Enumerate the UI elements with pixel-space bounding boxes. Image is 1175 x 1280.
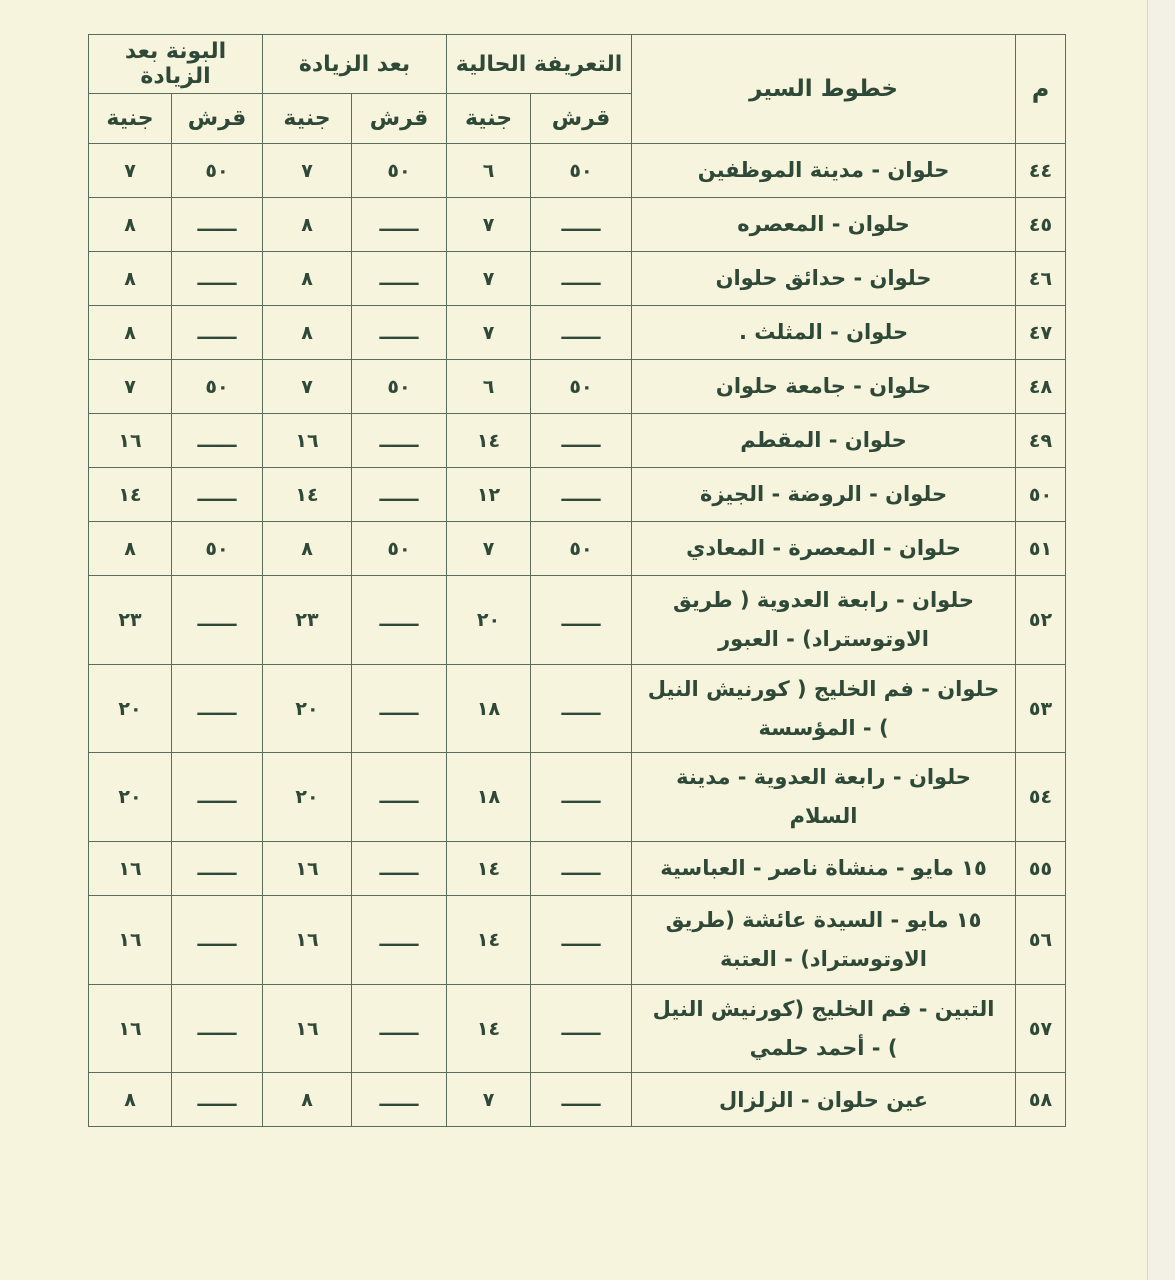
header-bonus-genia: جنية [89,94,172,144]
serial-cell: ٥٣ [1016,664,1066,753]
after-genia-cell: ١٦ [263,896,352,985]
bonus-qirsh-cell: ٥٠ [172,522,263,576]
after-genia-cell: ٨ [263,522,352,576]
bonus-genia-cell: ٨ [89,522,172,576]
after-genia-cell: ٨ [263,198,352,252]
current-genia-cell: ٧ [447,306,531,360]
table-header [89,35,1066,144]
after-qirsh-cell: ــــــ [352,1073,447,1127]
current-genia-cell: ١٤ [447,984,531,1073]
route-cell: ١٥ مايو - منشاة ناصر - العباسية [632,842,1016,896]
table-row [89,144,1066,198]
current-qirsh-cell: ــــــ [531,414,632,468]
after-qirsh-cell: ٥٠ [352,522,447,576]
route-cell: حلوان - حدائق حلوان [632,252,1016,306]
serial-cell: ٥٤ [1016,753,1066,842]
table-row [89,468,1066,522]
bonus-genia-cell: ١٦ [89,896,172,985]
bonus-qirsh-cell: ــــــ [172,198,263,252]
bonus-qirsh-cell: ٥٠ [172,360,263,414]
bonus-genia-cell: ٢٠ [89,753,172,842]
after-genia-cell: ٢٠ [263,753,352,842]
after-qirsh-cell: ــــــ [352,753,447,842]
route-cell: ١٥ مايو - السيدة عائشة (طريق الاوتوستراد) - العتبة [632,896,1016,985]
after-qirsh-cell: ــــــ [352,896,447,985]
after-qirsh-cell: ــــــ [352,576,447,665]
current-qirsh-cell: ــــــ [531,984,632,1073]
current-genia-cell: ١٤ [447,896,531,985]
route-cell: حلوان - المقطم [632,414,1016,468]
current-genia-cell: ١٤ [447,414,531,468]
bonus-genia-cell: ١٦ [89,414,172,468]
table-row [89,984,1066,1073]
scan-edge [1147,0,1175,1280]
serial-cell: ٥٨ [1016,1073,1066,1127]
bonus-qirsh-cell: ــــــ [172,252,263,306]
serial-cell: ٥٠ [1016,468,1066,522]
after-qirsh-cell: ٥٠ [352,144,447,198]
current-genia-cell: ٧ [447,522,531,576]
header-after-qirsh: قرش [352,94,447,144]
current-qirsh-cell: ٥٠ [531,522,632,576]
bonus-genia-cell: ٨ [89,252,172,306]
bonus-qirsh-cell: ــــــ [172,1073,263,1127]
header-serial: م [1016,35,1066,144]
after-qirsh-cell: ــــــ [352,414,447,468]
bonus-genia-cell: ٧ [89,360,172,414]
after-qirsh-cell: ــــــ [352,842,447,896]
current-genia-cell: ٧ [447,198,531,252]
bonus-qirsh-cell: ــــــ [172,753,263,842]
current-genia-cell: ١٨ [447,664,531,753]
route-cell: حلوان - المعصرة - المعادي [632,522,1016,576]
bonus-genia-cell: ١٦ [89,842,172,896]
current-qirsh-cell: ــــــ [531,842,632,896]
after-genia-cell: ١٤ [263,468,352,522]
header-bonus-qirsh: قرش [172,94,263,144]
bonus-genia-cell: ٧ [89,144,172,198]
bonus-qirsh-cell: ــــــ [172,842,263,896]
serial-cell: ٤٩ [1016,414,1066,468]
current-genia-cell: ٢٠ [447,576,531,665]
current-genia-cell: ١٢ [447,468,531,522]
bonus-genia-cell: ٨ [89,1073,172,1127]
after-qirsh-cell: ــــــ [352,198,447,252]
header-group-bonus-after-increase: البونة بعد الزيادة [89,35,263,94]
table-row [89,252,1066,306]
current-genia-cell: ٧ [447,1073,531,1127]
serial-cell: ٥٦ [1016,896,1066,985]
route-cell: التبين - فم الخليج (كورنيش النيل ) - أحمد حلمي [632,984,1016,1073]
table-row [89,664,1066,753]
table-row [89,360,1066,414]
header-current-qirsh: قرش [531,94,632,144]
bonus-qirsh-cell: ــــــ [172,896,263,985]
after-qirsh-cell: ــــــ [352,252,447,306]
fare-table [88,34,1066,1127]
route-cell: حلوان - جامعة حلوان [632,360,1016,414]
header-route: خطوط السير [632,35,1016,144]
route-cell: حلوان - مدينة الموظفين [632,144,1016,198]
route-cell: حلوان - رابعة العدوية ( طريق الاوتوستراد) - العبور [632,576,1016,665]
serial-cell: ٤٧ [1016,306,1066,360]
after-genia-cell: ٢٠ [263,664,352,753]
bonus-genia-cell: ٢٣ [89,576,172,665]
table-row [89,842,1066,896]
serial-cell: ٥٧ [1016,984,1066,1073]
route-cell: حلوان - فم الخليج ( كورنيش النيل ) - المؤسسة [632,664,1016,753]
current-qirsh-cell: ــــــ [531,252,632,306]
after-genia-cell: ٨ [263,252,352,306]
after-qirsh-cell: ٥٠ [352,360,447,414]
header-group-row [89,35,1066,94]
table-row [89,753,1066,842]
table-row [89,306,1066,360]
current-qirsh-cell: ٥٠ [531,144,632,198]
current-genia-cell: ٧ [447,252,531,306]
serial-cell: ٥١ [1016,522,1066,576]
serial-cell: ٤٨ [1016,360,1066,414]
serial-cell: ٥٢ [1016,576,1066,665]
bonus-qirsh-cell: ٥٠ [172,144,263,198]
after-genia-cell: ٢٣ [263,576,352,665]
table-row [89,522,1066,576]
after-genia-cell: ٨ [263,1073,352,1127]
table-row [89,414,1066,468]
after-qirsh-cell: ــــــ [352,306,447,360]
current-qirsh-cell: ــــــ [531,664,632,753]
current-qirsh-cell: ــــــ [531,896,632,985]
header-group-current-tariff: التعريفة الحالية [447,35,632,94]
table-row [89,198,1066,252]
current-qirsh-cell: ــــــ [531,576,632,665]
current-qirsh-cell: ــــــ [531,1073,632,1127]
bonus-qirsh-cell: ــــــ [172,984,263,1073]
current-qirsh-cell: ــــــ [531,468,632,522]
bonus-genia-cell: ١٤ [89,468,172,522]
route-cell: حلوان - رابعة العدوية - مدينة السلام [632,753,1016,842]
header-current-genia: جنية [447,94,531,144]
route-cell: حلوان - الروضة - الجيزة [632,468,1016,522]
after-genia-cell: ٨ [263,306,352,360]
after-genia-cell: ١٦ [263,414,352,468]
current-genia-cell: ٦ [447,144,531,198]
after-genia-cell: ٧ [263,144,352,198]
bonus-genia-cell: ٢٠ [89,664,172,753]
table-body [89,144,1066,1127]
current-genia-cell: ٦ [447,360,531,414]
bonus-genia-cell: ٨ [89,306,172,360]
bonus-genia-cell: ٨ [89,198,172,252]
route-cell: حلوان - المثلث . [632,306,1016,360]
table-row [89,1073,1066,1127]
bonus-qirsh-cell: ــــــ [172,306,263,360]
current-qirsh-cell: ــــــ [531,306,632,360]
current-qirsh-cell: ــــــ [531,753,632,842]
bonus-qirsh-cell: ــــــ [172,468,263,522]
table-row [89,896,1066,985]
after-qirsh-cell: ــــــ [352,984,447,1073]
serial-cell: ٤٤ [1016,144,1066,198]
header-after-genia: جنية [263,94,352,144]
current-genia-cell: ١٨ [447,753,531,842]
current-qirsh-cell: ٥٠ [531,360,632,414]
current-genia-cell: ١٤ [447,842,531,896]
route-cell: حلوان - المعصره [632,198,1016,252]
bonus-genia-cell: ١٦ [89,984,172,1073]
table-row [89,576,1066,665]
after-genia-cell: ١٦ [263,842,352,896]
after-genia-cell: ١٦ [263,984,352,1073]
after-qirsh-cell: ــــــ [352,664,447,753]
serial-cell: ٥٥ [1016,842,1066,896]
after-genia-cell: ٧ [263,360,352,414]
bonus-qirsh-cell: ــــــ [172,414,263,468]
header-group-after-increase: بعد الزيادة [263,35,447,94]
route-cell: عين حلوان - الزلزال [632,1073,1016,1127]
bonus-qirsh-cell: ــــــ [172,664,263,753]
after-qirsh-cell: ــــــ [352,468,447,522]
serial-cell: ٤٥ [1016,198,1066,252]
bonus-qirsh-cell: ــــــ [172,576,263,665]
serial-cell: ٤٦ [1016,252,1066,306]
current-qirsh-cell: ــــــ [531,198,632,252]
